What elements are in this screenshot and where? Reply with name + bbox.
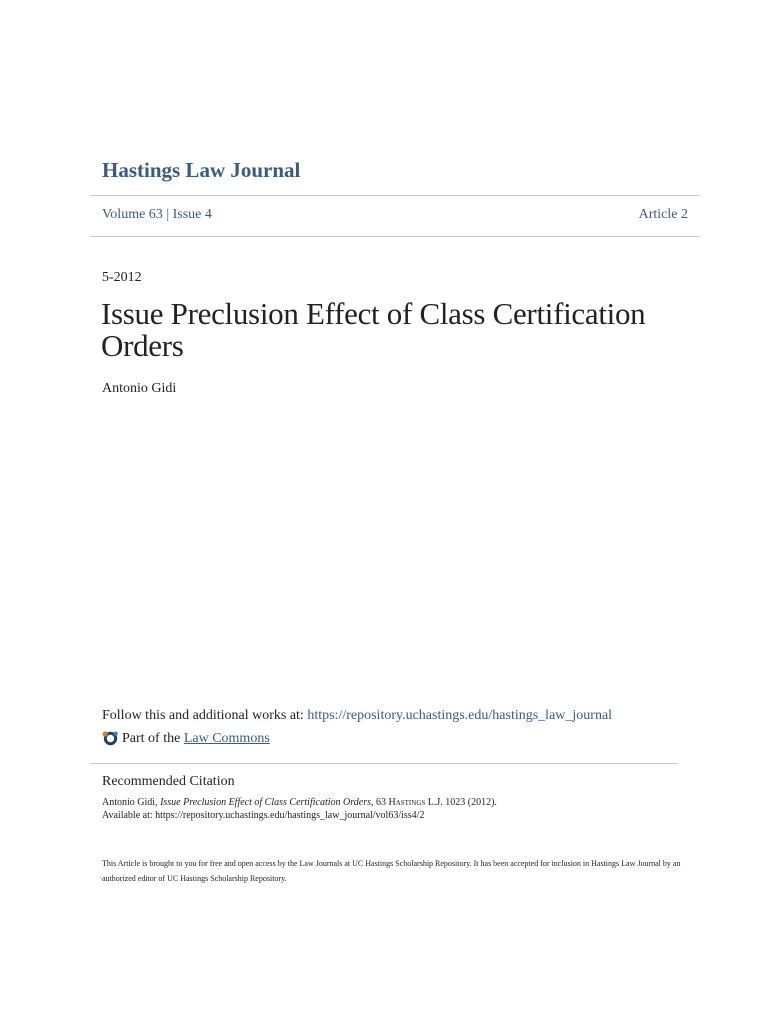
repository-link[interactable]: https://repository.uchastings.edu/hastings_law_journal	[307, 708, 613, 723]
article-number-link[interactable]: Article 2	[638, 207, 688, 222]
footer-note: This Article is brought to you for free and open access by the Law Journals at UC Hastings Scholarship Repository. It has been accepted for inclusion in Hastings Law Journal by an authorized editor of UC Hastings Scholarship Repository.	[102, 859, 681, 883]
volume-issue-line	[102, 207, 212, 223]
divider-top	[90, 195, 700, 196]
divider-citation	[90, 763, 678, 764]
law-commons-link[interactable]: Law Commons	[183, 730, 270, 746]
citation-volume: , 63	[370, 797, 389, 808]
part-of-line	[102, 730, 270, 747]
divider-middle	[90, 236, 700, 237]
volume-link[interactable]: Volume 63	[102, 207, 163, 222]
issue-link[interactable]: Issue 4	[172, 207, 212, 222]
article-title: Issue Preclusion Effect of Class Certification Orders	[101, 296, 646, 363]
citation-line	[102, 796, 702, 809]
citation-available-at[interactable]: Available at: https://repository.uchastings.edu/hastings_law_journal/vol63/iss4/2	[102, 810, 425, 821]
citation-pages: L.J. 1023 (2012).	[425, 797, 497, 808]
follow-prefix: Follow this and additional works at:	[102, 708, 308, 723]
journal-title[interactable]: Hastings Law Journal	[102, 158, 301, 182]
publication-date: 5-2012	[102, 270, 142, 285]
citation-title: Issue Preclusion Effect of Class Certification Orders	[160, 797, 371, 808]
citation-author: Antonio Gidi,	[102, 797, 161, 808]
part-of-prefix: Part of the	[122, 730, 181, 746]
author-name[interactable]: Antonio Gidi	[102, 381, 177, 396]
citation-journal: Hastings	[388, 797, 426, 808]
follow-line	[102, 708, 612, 724]
volume-issue-separator: |	[166, 207, 170, 222]
citation-block	[102, 796, 702, 822]
commons-network-icon	[102, 730, 119, 747]
recommended-citation-heading: Recommended Citation	[102, 774, 235, 789]
